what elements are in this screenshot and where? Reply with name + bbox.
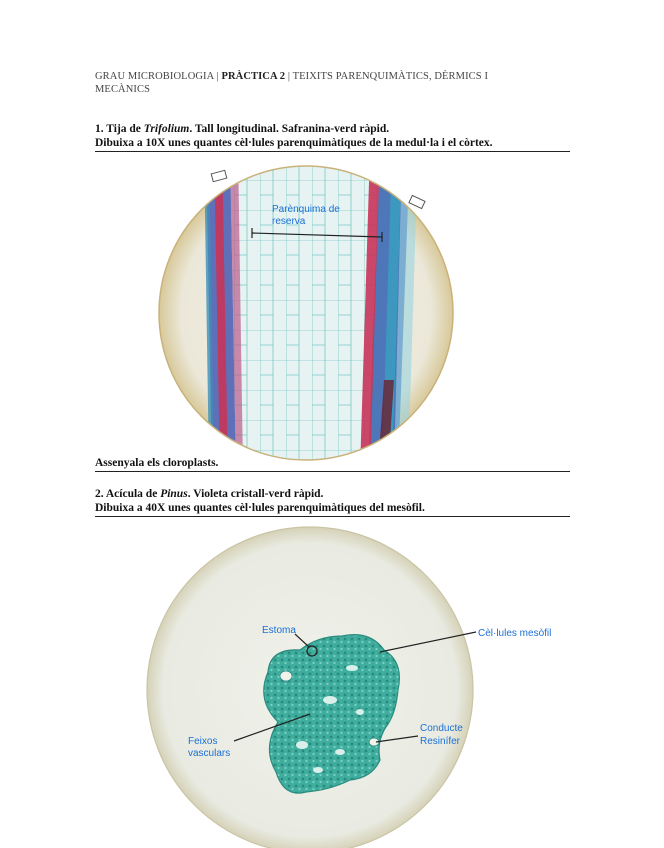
section1-number: 1.: [95, 123, 104, 135]
section1-subject-prefix: Tija de: [106, 123, 141, 135]
stoma-opening: [280, 671, 292, 681]
clip-mark-left: [211, 170, 227, 181]
label-resin-1: Conducte: [420, 723, 463, 734]
header-topic: | TEIXITS PARENQUIMÀTICS, DÈRMICS I: [287, 71, 489, 82]
section1-note: Assenyala els cloroplasts.: [95, 457, 219, 469]
section1-instruction: Dibuixa a 10X unes quantes cèl·lules parenquimàtiques de la medul·la i el còrtex.: [95, 137, 493, 149]
label-mesophyll: Cèl·lules mesòfil: [478, 628, 552, 639]
header-topic-cont: MECÀNICS: [95, 84, 151, 95]
clip-mark-right: [409, 195, 425, 208]
micrograph-pinus: [147, 527, 551, 848]
micrograph-trifolium: [159, 150, 453, 470]
label-stoma: Estoma: [262, 625, 296, 636]
section1-subject-suffix: . Tall longitudinal. Safranina-verd ràpid.: [189, 123, 390, 135]
section2-subject-suffix: . Violeta cristall-verd ràpid.: [187, 488, 324, 500]
section2-subject-prefix: Acícula de: [105, 488, 158, 500]
header-course: GRAU MICROBIOLOGIA |: [95, 71, 219, 82]
header-practice: PRÀCTICA 2: [221, 71, 286, 82]
stem-tissue: [204, 150, 418, 470]
label-vascular-2: vasculars: [188, 748, 231, 759]
section2-species: Pinus: [160, 488, 188, 500]
label-vascular-1: Feixos: [188, 736, 218, 747]
label-resin-2: Resinífer: [420, 736, 461, 747]
section1-species: Trifolium: [143, 123, 190, 135]
label-parenchyma-2: reserva: [272, 216, 306, 227]
section2-instruction: Dibuixa a 40X unes quantes cèl·lules parenquimàtiques del mesòfil.: [95, 502, 425, 514]
label-parenchyma-1: Parènquima de: [272, 204, 340, 215]
section2-number: 2.: [95, 488, 104, 500]
